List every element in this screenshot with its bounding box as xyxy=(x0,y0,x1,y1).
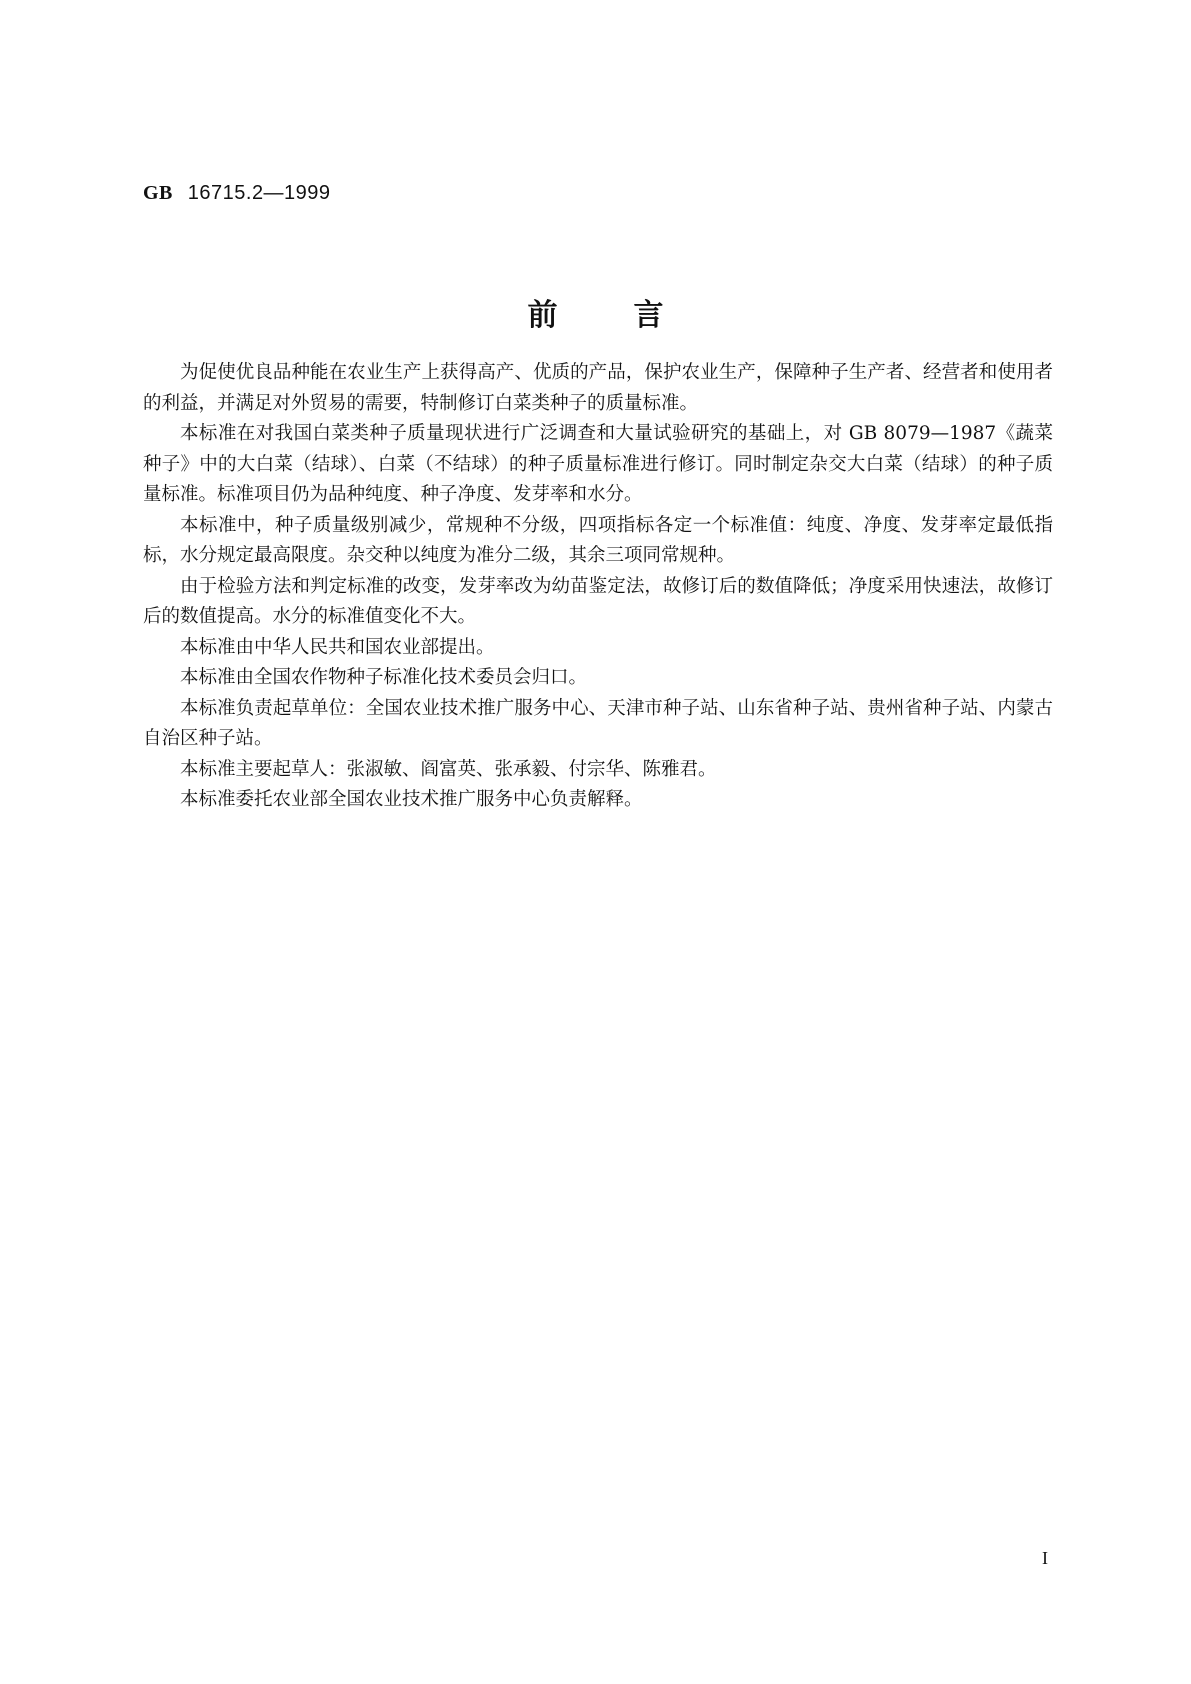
page-number: I xyxy=(1042,1548,1048,1568)
page-title: 前言 xyxy=(527,298,740,333)
paragraph: 本标准由全国农作物种子标准化技术委员会归口。 xyxy=(180,667,588,688)
paragraph: 本标准主要起草人：张淑敏、阎富英、张承毅、付宗华、陈雅君。 xyxy=(180,758,717,780)
paragraph: 本标准负责起草单位：全国农业技术推广服务中心、天津市种子站、山东省种子站、贵州省种子站、内蒙古自治区种子站。 xyxy=(143,697,1053,749)
foreword-body xyxy=(143,358,1053,816)
paragraph: 由于检验方法和判定标准的改变，发芽率改为幼苗鉴定法，故修订后的数值降低；净度采用快速法，故修订后的数值提高。水分的标准值变化不大。 xyxy=(143,575,1053,627)
standard-number-header xyxy=(143,180,331,205)
paragraph: 本标准中，种子质量级别减少，常规种不分级，四项指标各定一个标准值：纯度、净度、发芽率定最低指标，水分规定最高限度。杂交种以纯度为准分二级，其余三项同常规种。 xyxy=(143,514,1053,566)
paragraph: 本标准由中华人民共和国农业部提出。 xyxy=(180,636,495,658)
paragraph: 本标准委托农业部全国农业技术推广服务中心负责解释。 xyxy=(180,789,643,810)
standard-number: 16715.2—1999 xyxy=(187,182,331,204)
paragraph: 为促使优良品种能在农业生产上获得高产、优质的产品，保护农业生产，保障种子生产者、经营者和使用者的利益，并满足对外贸易的需要，特制修订白菜类种子的质量标准。 xyxy=(143,362,1053,414)
paragraph: 本标准在对我国白菜类种子质量现状进行广泛调查和大量试验研究的基础上，对 GB 8079—1987《蔬菜种子》中的大白菜（结球）、白菜（不结球）的种子质量标准进行修订。同时制定杂交大白菜（结球）的种子质量标准。标准项目仍为品种纯度、种子净度、发芽率和水分。 xyxy=(143,423,1053,505)
standard-prefix: GB xyxy=(143,182,173,204)
